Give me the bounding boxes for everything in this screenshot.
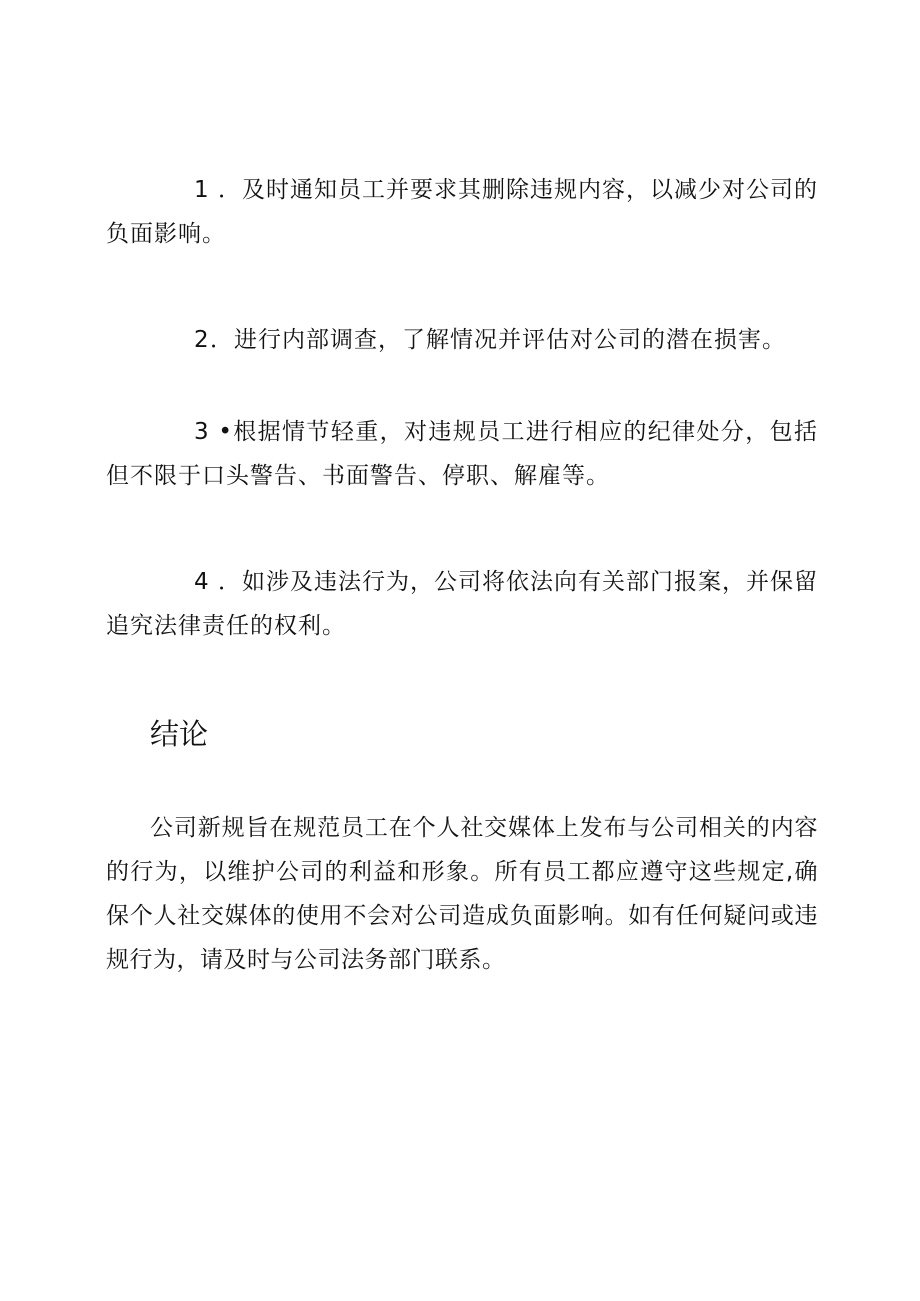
item-text: 根据情节轻重，对违规员工进行相应的纪律处分，包括但不限于口头警告、书面警告、停职、解雇等。 [106, 419, 819, 489]
list-item-1 [106, 168, 818, 256]
conclusion-heading: 结论 [150, 717, 209, 751]
item-separator: ． [210, 327, 234, 353]
item-number: 2 [194, 327, 210, 353]
list-item-3 [106, 410, 818, 498]
item-text: 如涉及违法行为，公司将依法向有关部门报案，并保留追究法律责任的权利。 [106, 569, 819, 639]
item-text: 及时通知员工并要求其删除违规内容，以减少对公司的负面影响。 [106, 177, 819, 247]
item-separator: • [218, 419, 233, 445]
item-text: 进行内部调查，了解情况并评估对公司的潜在损害。 [234, 327, 786, 353]
item-number: 4 [194, 569, 210, 595]
conclusion-paragraph: 公司新规旨在规范员工在个人社交媒体上发布与公司相关的内容的行为，以维护公司的利益和形象。所有员工都应遵守这些规定,确保个人社交媒体的使用不会对公司造成负面影响。如有任何疑问或违规行为，请及时与公司法务部门联系。 [106, 815, 818, 973]
item-separator: ． [217, 569, 242, 595]
item-number: 3 [194, 419, 210, 445]
item-separator: ． [217, 177, 242, 203]
list-item-2 [106, 318, 818, 362]
list-item-4 [106, 560, 818, 648]
item-number: 1 [194, 177, 210, 203]
